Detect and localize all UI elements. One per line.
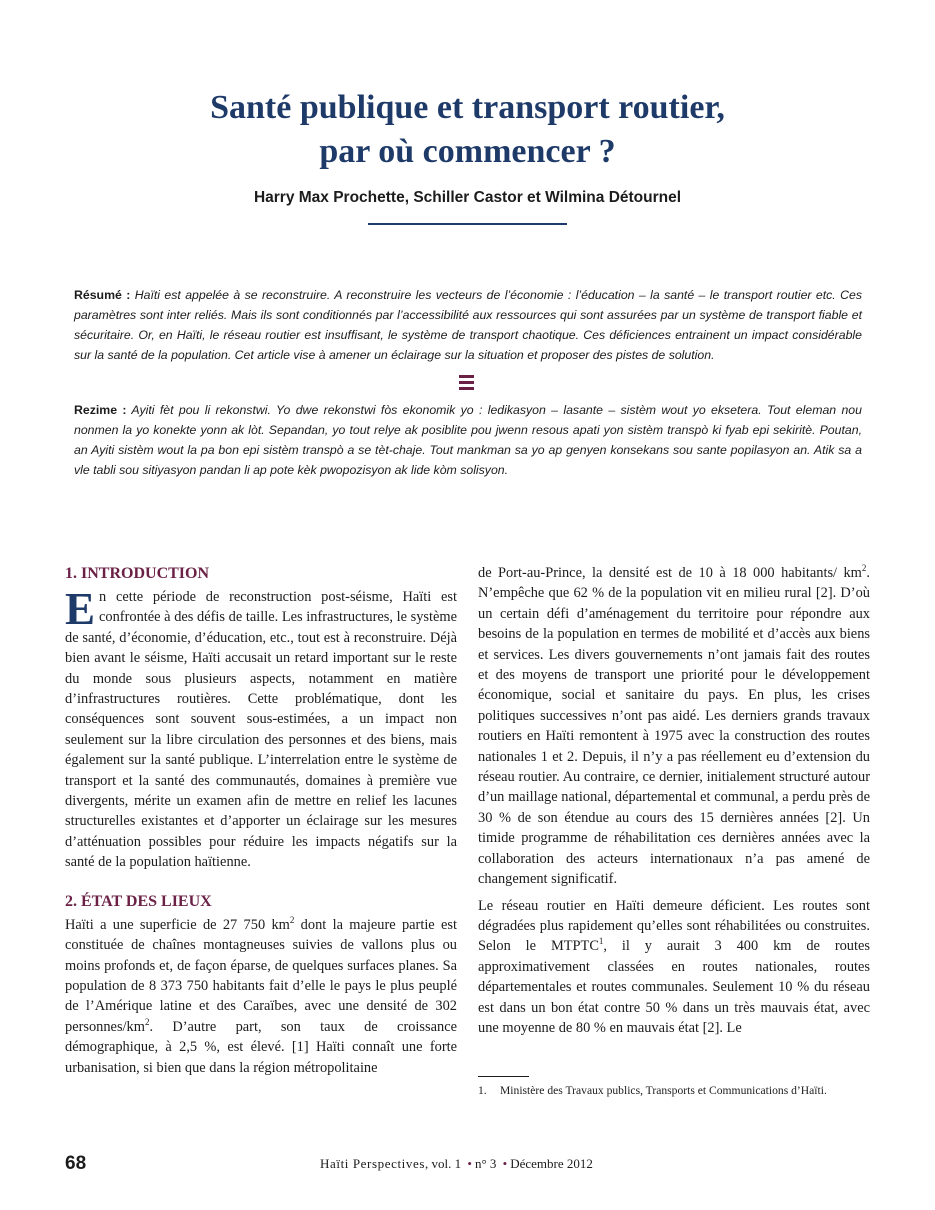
intro-paragraph bbox=[65, 584, 457, 873]
intro-heading: 1. INTRODUCTION bbox=[65, 565, 210, 582]
title-line-1: Santé publique et transport routier, bbox=[210, 89, 725, 126]
title-line-2: par où commencer ? bbox=[319, 133, 616, 170]
resume-abstract bbox=[74, 285, 862, 365]
superscript: 2 bbox=[144, 1016, 150, 1027]
etat-paragraph bbox=[65, 915, 457, 1078]
drop-cap: E bbox=[65, 584, 96, 634]
bullet: • bbox=[502, 1156, 508, 1171]
resume-text: Haïti est appelée à se reconstruire. A reconstruire les vecteurs de l’économie : l’éducation – la santé – le transport routier etc. Ces paramètres sont inter reliés. Mais ils sont conditionnés par l’accessibilité aux ressources qui sont assurées par un système de transport fiable et sécuritaire. Or, en Haïti, le réseau routier est insuffisant, le système de transport chaotique. Ces déficiences entrainent un impact considérable sur la santé de la population. Cet article vise à amener un éclairage sur la situation et proposer des pistes de solution. bbox=[74, 288, 862, 362]
right-text-c: Le réseau routier en Haïti demeure déficient. Les routes sont dégradées plus rapidement qu’elles sont réhabilitées ou construites. Selon le MTPTC bbox=[478, 897, 870, 955]
etat-heading: 2. ÉTAT DES LIEUX bbox=[65, 892, 212, 910]
etat-text-a: Haïti a une superficie de 27 750 km bbox=[65, 916, 290, 933]
right-text-b: . N’empêche que 62 % de la population vit en milieu rural [2]. D’où un certain défi d’aménagement du territoire pour répondre aux besoins de la population en termes de mobilité et d’accès aux biens et services. Les divers gouvernements n’ont jamais fait des routes et des moyens de transport une priorité pour le développement économique, social et sanitaire du pays. En plus, les crises politiques successives n’ont pas aidé. Les derniers grands travaux routiers en Haïti remontent à 1975 avec la construction des routes nationales 1 et 2. Depuis, il n’y a pas réellement eu d’extension du réseau routier. Au contraire, ce dernier, initialement structuré autour d’un maillage national, départemental et communal, a perdu près de 30 % de son étendue au cours des 15 dernières années [2]. Un timide programme de réhabilitation ces dernières années avec la collaboration des acteurs internationaux n’a pas amené de changement significatif. bbox=[478, 565, 870, 888]
rezime-text: Ayiti fèt pou li rekonstwi. Yo dwe rekonstwi fòs ekonomik yo : ledikasyon – lasante – sistèm wout yo eksetera. Tout eleman nou nonmen la yo konekte yonn ak lòt. Sepandan, yo tout relye ak posiblite pou jwenn resous apati yon sistèm transpò ki fyab epi sekiritè. Poutan, an Ayiti sistèm wout la pa bon epi sistèm transpò a se tèt-chaje. Tout mankman sa yo ap genyen konsekans sou sante popilasyon an. Atik sa a vle tabli sou sitiyasyon pandan li ap pote kèk pwopozisyon ak lide kòm solisyon. bbox=[74, 403, 862, 477]
three-bars-icon bbox=[459, 375, 474, 390]
resume-label: Résumé : bbox=[74, 288, 131, 302]
intro-text: n cette période de reconstruction post-séisme, Haïti est confrontée à des défis de taille. Les infrastructures, le système de santé, d’économie, d’éducation, etc., tout est à reconstruire. Déjà bien avant le séisme, Haïti accusait un retard important sur le reste du monde sous plusieurs aspects, notamment en matière d’infrastructures routières. Cette problématique, dont les conséquences sont souvent sous-estimées, a un impact non seulement sur la libre circulation des personnes et des biens, mais également sur la santé publique. L’interrelation entre le système de transport et la santé des communautés, domaines à première vue divergents, mérite un examen afin de mettre en relief les lacunes structurelles existantes et d’apporter un éclairage sur les mesures d’atténuation possibles pour réduire les impacts négatifs sur la santé de la population haïtienne. bbox=[65, 589, 457, 871]
rezime-abstract bbox=[74, 400, 862, 480]
authors: Harry Max Prochette, Schiller Castor et Wilmina Détournel bbox=[253, 189, 682, 206]
right-text-a: de Port-au-Prince, la densité est de 10 à 18 000 habitants/ km bbox=[478, 565, 862, 581]
etat-text-c: . D’autre part, son taux de croissance démographique, à 2,5 %, est élevé. [1] Haïti connaît une forte urbanisation, si bien que dans la région métropolitaine bbox=[65, 1018, 457, 1076]
article-title bbox=[0, 86, 935, 174]
issue-number: n° 3 bbox=[474, 1156, 497, 1171]
bullet: • bbox=[467, 1156, 472, 1171]
footnote-text: Ministère des Travaux publics, Transports et Communications d’Haïti. bbox=[500, 1084, 827, 1097]
right-paragraph-2 bbox=[478, 896, 870, 1039]
footnote-ref: 1 bbox=[598, 936, 604, 947]
running-footer bbox=[320, 1156, 593, 1172]
etat-text-b: dont la majeure partie est constituée de chaînes montagneuses suivies de vallons plus ou moins profonds et, de façon éparse, de quelques surfaces planes. Sa population de 8 373 750 habitants fait d’elle le pays le plus peuplé de l’Amérique latine et des Caraïbes, avec une densité de 302 personnes/km bbox=[65, 916, 458, 1035]
volume: , vol. 1 bbox=[425, 1156, 462, 1171]
right-column bbox=[478, 563, 870, 1038]
footnote bbox=[478, 1083, 870, 1098]
superscript: 2 bbox=[861, 563, 867, 574]
rezime-label: Rezime : bbox=[74, 403, 127, 417]
left-column bbox=[65, 563, 457, 1078]
right-paragraph-1 bbox=[478, 563, 870, 890]
title-divider bbox=[368, 223, 567, 225]
journal-name: Haïti Perspectives bbox=[320, 1156, 426, 1171]
issue-date: Décembre 2012 bbox=[510, 1156, 593, 1171]
footnote-number: 1. bbox=[478, 1084, 487, 1097]
footnote-divider bbox=[478, 1076, 529, 1077]
right-text-d: , il y aurait 3 400 km de routes approximativement classées en routes nationales, routes départementales et routes communales. Seulement 10 % du réseau est dans un bon état contre 50 % dans un très mauvais état, avec une moyenne de 80 % en mauvais état [2]. Le bbox=[478, 938, 870, 1036]
superscript: 2 bbox=[289, 914, 295, 925]
page-number: 68 bbox=[65, 1153, 87, 1174]
